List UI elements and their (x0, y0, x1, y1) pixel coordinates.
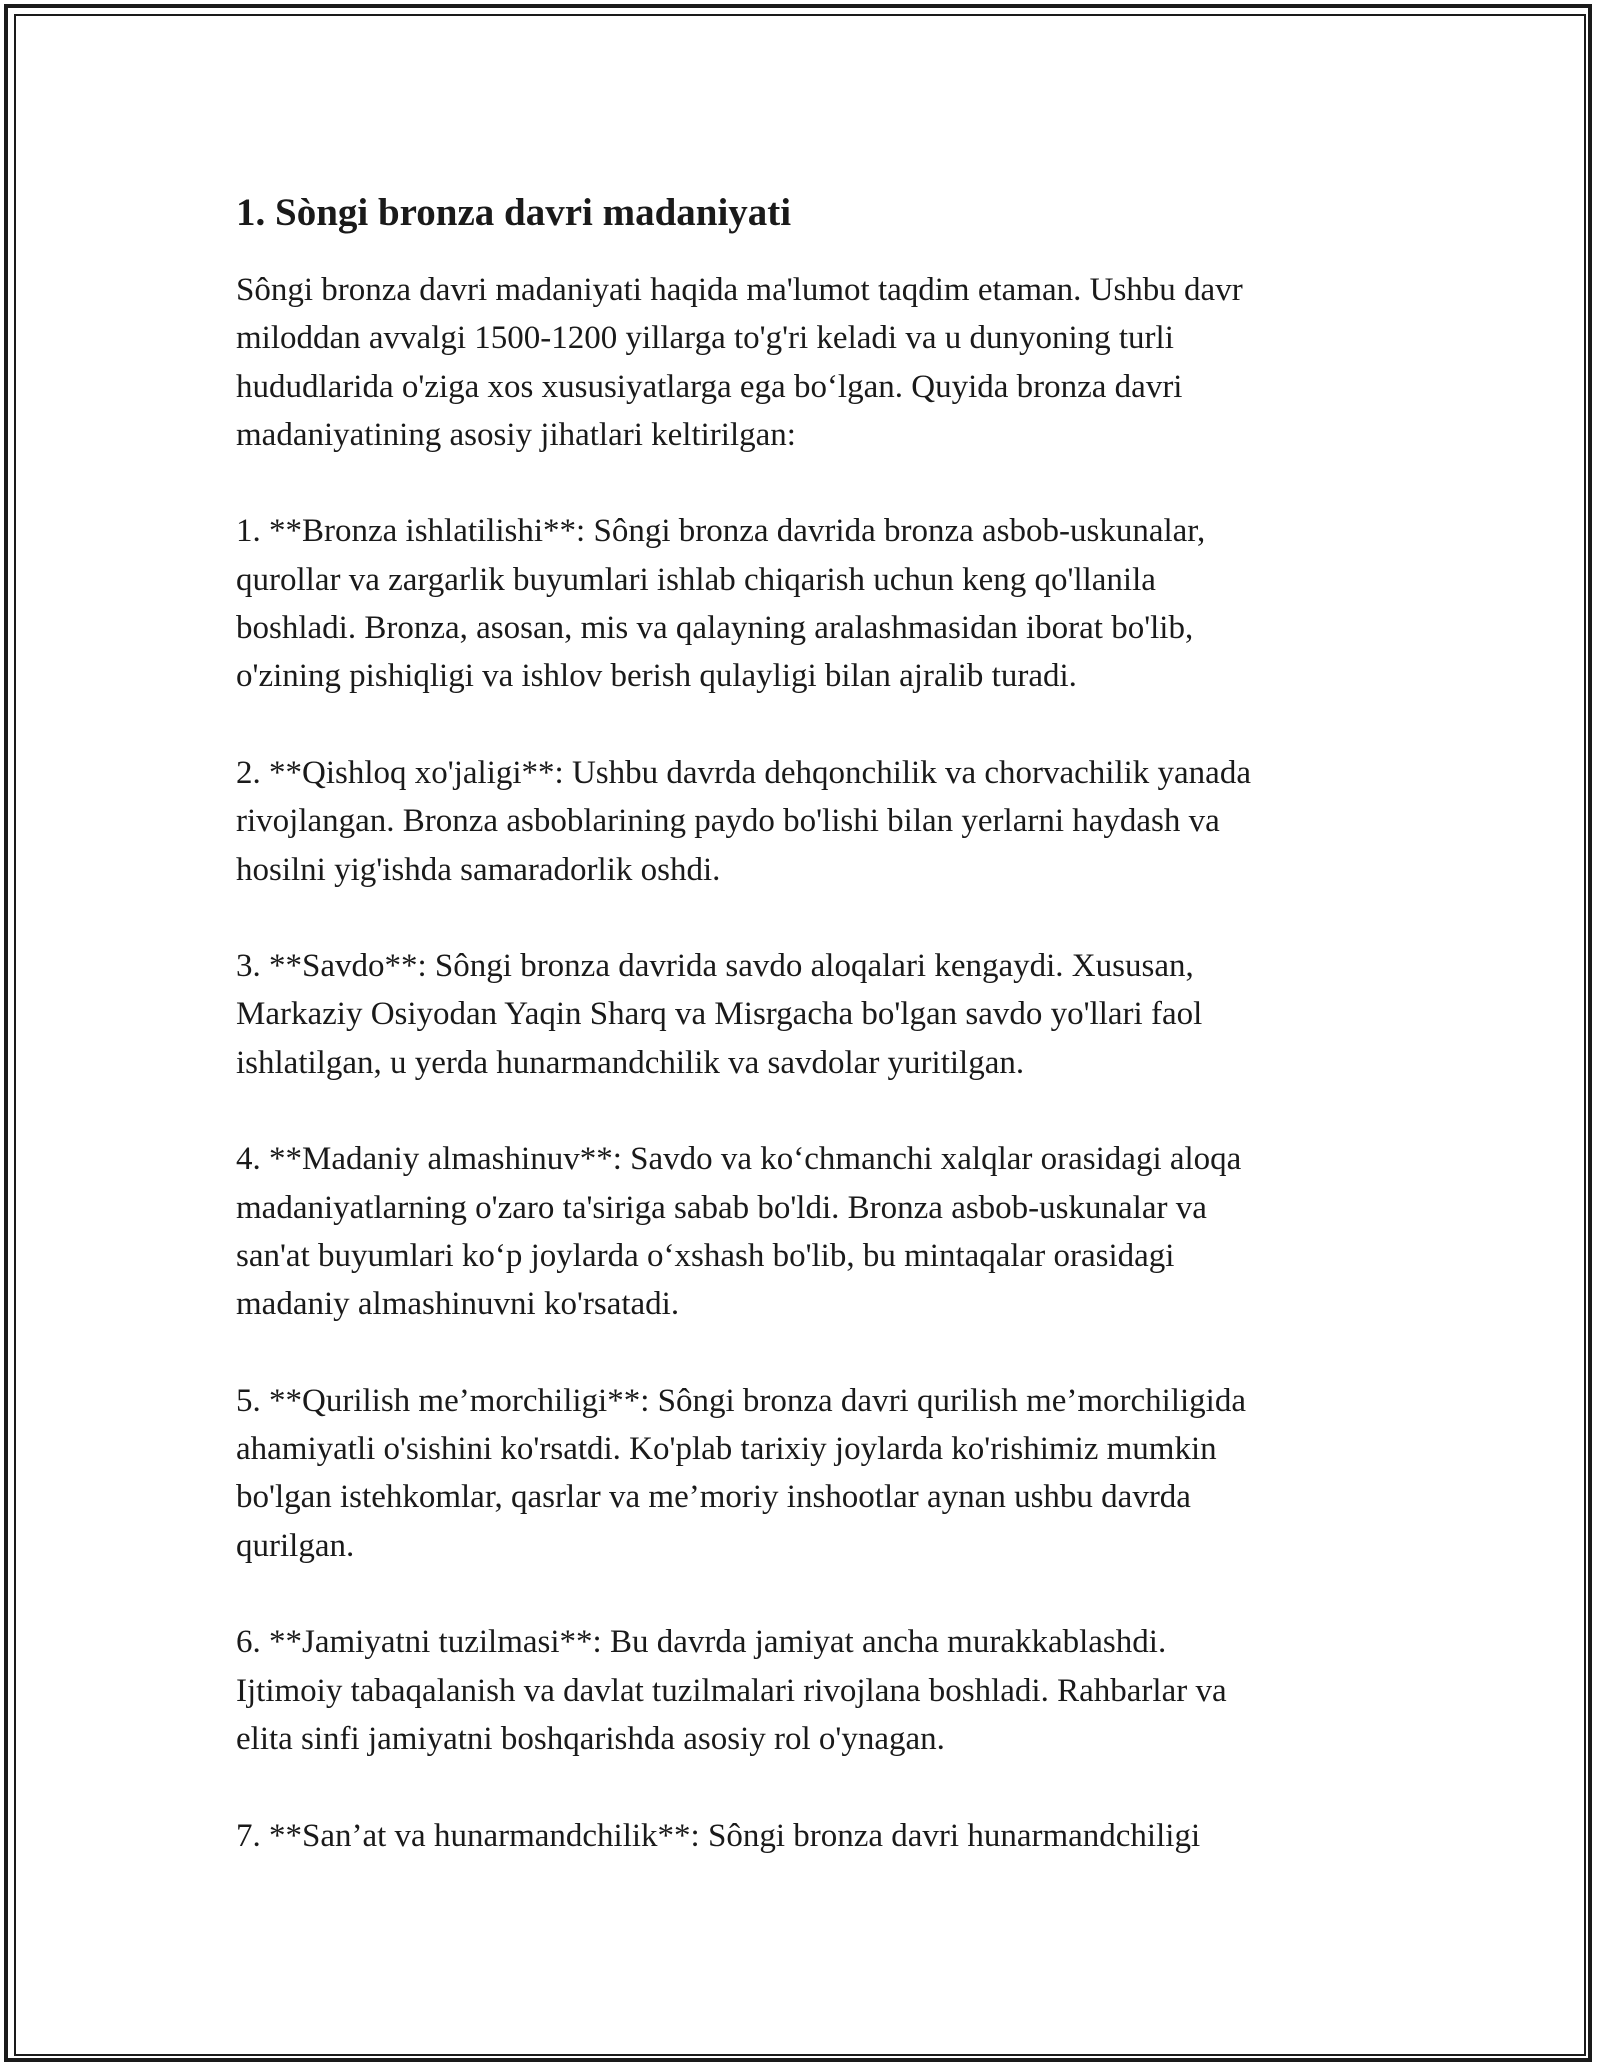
list-item-bronze-use: 1. **Bronza ishlatilishi**: Sôngi bronza davrida bronza asbob-uskunalar, qurollar va zargarlik buyumlari ishlab chiqarish uchun keng qo'llanila boshladi. Bronza, asosan, mis va qalayning aralashmasidan iborat bo'lib, o'zining pishiqligi va ishlov berish qulayligi bilan ajralib turadi. (236, 513, 1206, 695)
list-item-architecture: 5. **Qurilish me’morchiligi**: Sôngi bronza davri qurilish me’morchiligida ahamiyatli o'sishini ko'rsatdi. Ko'plab tarixiy joylarda ko'rishimiz mumkin bo'lgan istehkomlar, qasrlar va me’moriy inshootlar aynan ushbu davrda qurilgan. (236, 1382, 1246, 1564)
intro-paragraph: Sôngi bronza davri madaniyati haqida ma'lumot taqdim etaman. Ushbu davr miloddan avvalgi 1500-1200 yillarga to'g'ri keladi va u dunyoning turli hududlarida o'ziga xos xususiyatlarga ega bo‘lgan. Quyida bronza davri madaniyatining asosiy jihatlari keltirilgan: (236, 272, 1243, 453)
document-body (236, 188, 1376, 1860)
list-item-society-structure: 6. **Jamiyatni tuzilmasi**: Bu davrda jamiyat ancha murakkablashdi. Ijtimoiy tabaqalanish va davlat tuzilmalari rivojlana boshladi. Rahbarlar va elita sinfi jamiyatni boshqarishda asosiy rol o'ynagan. (236, 1624, 1227, 1757)
list-item-cultural-exchange: 4. **Madaniy almashinuv**: Savdo va ko‘chmanchi xalqlar orasidagi aloqa madaniyatlarning o'zaro ta'siriga sabab bo'ldi. Bronza asbob-uskunalar va san'at buyumlari ko‘p joylarda o‘xshash bo'lib, bu mintaqalar orasidagi madaniy almashinuvni ko'rsatadi. (236, 1141, 1242, 1323)
list-item-art-crafts: 7. **San’at va hunarmandchilik**: Sôngi bronza davri hunarmandchiligi (236, 1817, 1201, 1854)
list-item-agriculture: 2. **Qishloq xo'jaligi**: Ushbu davrda dehqonchilik va chorvachilik yanada rivojlangan. Bronza asboblarining paydo bo'lishi bilan yerlarni haydash va hosilni yig'ishda samaradorlik oshdi. (236, 754, 1251, 888)
list-item-trade: 3. **Savdo**: Sôngi bronza davrida savdo aloqalari kengaydi. Xususan, Markaziy Osiyodan Yaqin Sharq va Misrgacha bo'lgan savdo yo'llari faol ishlatilgan, u yerda hunarmandchilik va savdolar yuritilgan. (236, 948, 1203, 1081)
document-title: 1. Sòngi bronza davri madaniyati (236, 191, 792, 234)
